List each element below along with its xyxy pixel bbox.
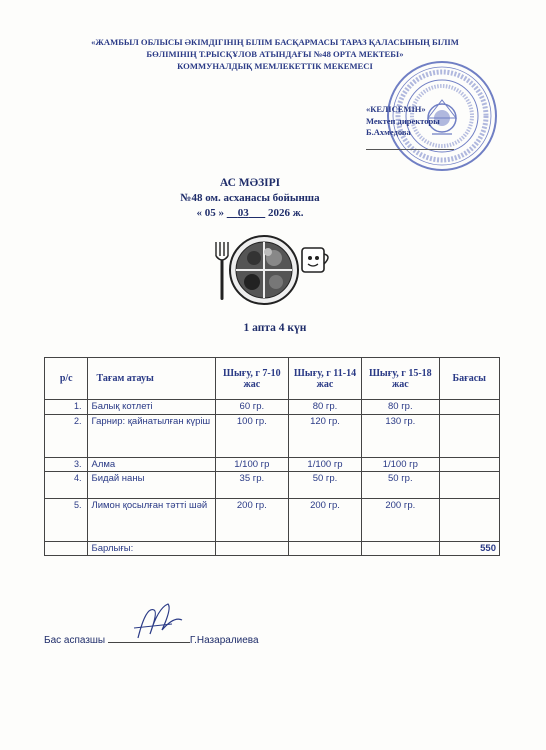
plate-icon — [230, 236, 298, 304]
row-qty-7-10: 60 гр. — [215, 400, 288, 415]
fork-icon — [216, 242, 228, 300]
row-qty-7-10: 35 гр. — [215, 472, 288, 499]
row-dish: Бидай наны — [88, 472, 215, 499]
header-line-2: БӨЛІМІНІҢ Т.РЫСҚҰЛОВ АТЫНДАҒЫ №48 ОРТА МЕКТЕБІ» — [146, 49, 404, 59]
row-dish: Гарнир: қайнатылған күріш — [88, 415, 215, 458]
date-year: 2026 ж. — [268, 207, 304, 219]
approval-line-3: Б.Ахмедова — [366, 127, 411, 137]
row-qty-15-18: 200 гр. — [362, 499, 439, 542]
header-dish-name: Тағам атауы — [88, 358, 215, 400]
total-empty-cell — [215, 542, 288, 556]
table-row — [45, 400, 500, 415]
header-age-7-10: Шығу, г 7-10 жас — [215, 358, 288, 400]
plate-illustration — [206, 234, 346, 306]
cup-icon — [302, 248, 328, 272]
row-price — [439, 472, 499, 499]
row-dish: Алма — [88, 458, 215, 472]
date-month: 03 — [237, 207, 249, 219]
row-qty-15-18: 50 гр. — [362, 472, 439, 499]
total-empty-cell — [45, 542, 88, 556]
row-qty-7-10: 1/100 гр — [215, 458, 288, 472]
approval-line-1: «КЕЛІСЕМІН» — [366, 104, 426, 114]
approval-block — [366, 104, 476, 150]
header-age-15-18: Шығу, г 15-18 жас — [362, 358, 439, 400]
row-price — [439, 415, 499, 458]
table-row — [45, 472, 500, 499]
approval-line-2: Мектеп директоры — [366, 115, 440, 126]
row-dish: Лимон қосылған тәтті шәй — [88, 499, 215, 542]
chef-name: Г.Назаралиева — [189, 635, 259, 646]
title-line-1: АС МӘЗІРІ — [219, 177, 281, 189]
row-price — [439, 499, 499, 542]
header-line-3: КОММУНАЛДЫҚ МЕМЛЕКЕТТІК МЕКЕМЕСІ — [177, 61, 373, 71]
row-num: 3. — [45, 458, 88, 472]
title-line-2: №48 ом. асханасы бойынша — [180, 192, 320, 204]
table-row — [45, 415, 500, 458]
total-empty-cell — [288, 542, 361, 556]
row-qty-11-14: 120 гр. — [288, 415, 361, 458]
week-day-label: 1 апта 4 күн — [243, 322, 307, 334]
row-qty-7-10: 200 гр. — [215, 499, 288, 542]
row-qty-7-10: 100 гр. — [215, 415, 288, 458]
chef-signoff — [44, 632, 259, 646]
table-row — [45, 458, 500, 472]
row-qty-11-14: 1/100 гр — [288, 458, 361, 472]
row-num: 5. — [45, 499, 88, 542]
row-num: 1. — [45, 400, 88, 415]
row-price — [439, 458, 499, 472]
title-date — [150, 206, 350, 221]
row-num: 4. — [45, 472, 88, 499]
row-qty-11-14: 200 гр. — [288, 499, 361, 542]
row-dish: Балық котлеті — [88, 400, 215, 415]
total-value: 550 — [439, 542, 499, 556]
header-price: Бағасы — [439, 358, 499, 400]
row-qty-15-18: 1/100 гр — [362, 458, 439, 472]
menu-table — [44, 357, 500, 556]
row-price — [439, 400, 499, 415]
chef-signature-line — [108, 632, 190, 643]
row-qty-15-18: 130 гр. — [362, 415, 439, 458]
header-num: р/с — [45, 358, 88, 400]
table-header-row — [45, 358, 500, 400]
chef-role: Бас аспазшы — [44, 635, 106, 646]
header-age-11-14: Шығу, г 11-14 жас — [288, 358, 361, 400]
header-line-1: «ЖАМБЫЛ ОБЛЫСЫ ӘКІМДІГІНІҢ БІЛІМ БАСҚАРМАСЫ ТАРАЗ ҚАЛАСЫНЫҢ БІЛІМ — [91, 37, 459, 47]
total-empty-cell — [362, 542, 439, 556]
approval-signature-line — [366, 139, 454, 150]
row-num: 2. — [45, 415, 88, 458]
row-qty-11-14: 80 гр. — [288, 400, 361, 415]
row-qty-11-14: 50 гр. — [288, 472, 361, 499]
date-day: « 05 » — [196, 207, 224, 219]
row-qty-15-18: 80 гр. — [362, 400, 439, 415]
table-total-row — [45, 542, 500, 556]
table-row — [45, 499, 500, 542]
total-label: Барлығы: — [88, 542, 215, 556]
menu-title — [150, 176, 350, 221]
